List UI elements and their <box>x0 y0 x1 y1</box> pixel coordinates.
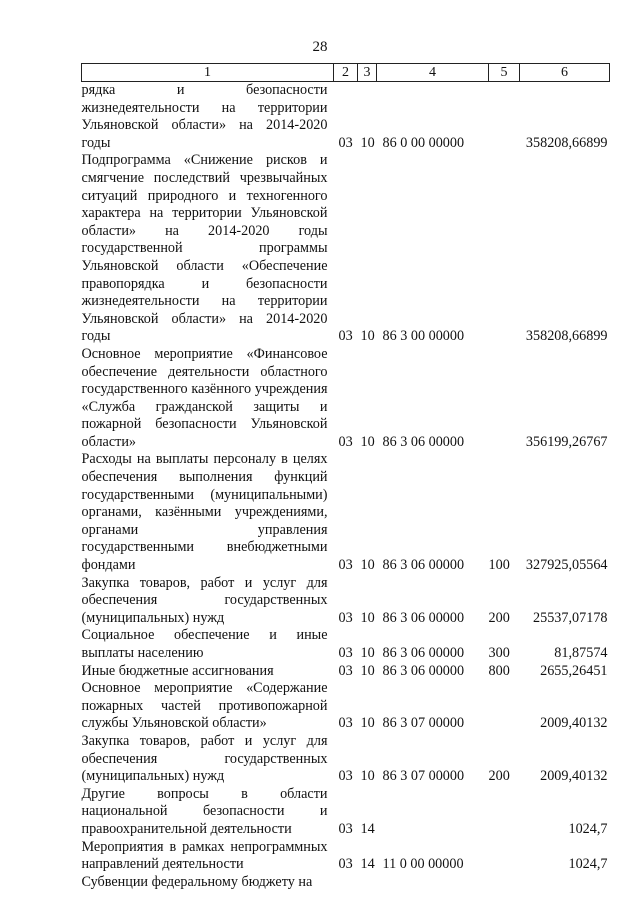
table-row <box>82 627 610 662</box>
column-number-row <box>82 64 610 82</box>
amount: 2009,40132 <box>540 715 608 732</box>
subsection-code: 10 <box>360 662 375 679</box>
column-header: 6 <box>520 64 610 82</box>
section-code: 03 <box>338 328 353 345</box>
table-row <box>82 575 610 628</box>
expense-name: рядка и безопасности жизнедеятельности на территории Ульяновской области» на 2014-2020 годы <box>81 82 328 151</box>
subsection-code: 14 <box>360 820 375 837</box>
subsection-code <box>358 874 377 892</box>
expense-name: Подпрограмма «Снижение рисков и смягчение последствий чрезвычайных ситуаций природного и техногенного характера на территории Ульяновской области» на 2014-2020 годы государственной программы Ульяновской области «Обеспечение правопорядка и безопасности жизнедеятельности на территории Ульяновской области» на 2014-2020 годы <box>81 152 328 345</box>
expense-type-code: 800 <box>488 662 510 679</box>
section-code: 03 <box>338 645 353 661</box>
table-body <box>82 82 610 892</box>
subsection-code: 10 <box>360 645 375 661</box>
table-row <box>82 839 610 874</box>
section-code: 03 <box>338 856 353 873</box>
target-article-code: 86 3 07 00000 <box>382 768 465 785</box>
target-article-code: 86 3 07 00000 <box>382 715 465 732</box>
expense-name: Субвенции федеральному бюджету на <box>81 873 313 890</box>
target-article-code: 11 0 00 00000 <box>382 856 464 873</box>
expense-type-code <box>489 680 520 733</box>
section-code: 03 <box>338 715 353 732</box>
amount <box>520 874 610 892</box>
table-header <box>82 64 610 82</box>
subsection-code: 14 <box>360 856 375 873</box>
target-article-code: 86 3 06 00000 <box>382 662 465 679</box>
amount: 2655,26451 <box>540 662 608 679</box>
table-row <box>82 786 610 839</box>
section-code: 03 <box>338 820 353 837</box>
expense-type-code: 200 <box>488 609 510 626</box>
column-header: 3 <box>358 64 377 82</box>
column-header: 1 <box>82 64 334 82</box>
expense-type-code <box>489 152 520 346</box>
amount: 356199,26767 <box>525 433 608 450</box>
table-row <box>82 152 610 346</box>
page-number: 28 <box>312 39 328 55</box>
expense-type-code <box>489 874 520 892</box>
expense-name: Закупка товаров, работ и услуг для обеспечения государственных (муниципальных) нужд <box>81 732 328 785</box>
expense-type-code <box>489 786 520 839</box>
subsection-code: 10 <box>360 609 375 626</box>
amount: 358208,66899 <box>525 328 608 345</box>
subsection-code: 10 <box>360 715 375 732</box>
table-row <box>82 82 610 153</box>
section-code <box>334 874 358 892</box>
table-row <box>82 346 610 452</box>
target-article-code: 86 3 00 00000 <box>382 328 465 345</box>
subsection-code: 10 <box>360 433 375 450</box>
target-article-code: 86 3 06 00000 <box>382 645 465 661</box>
amount: 25537,07178 <box>533 609 608 626</box>
section-code: 03 <box>338 557 353 574</box>
expense-type-code: 100 <box>488 557 510 574</box>
table-row <box>82 733 610 786</box>
column-header: 4 <box>377 64 489 82</box>
expense-type-code <box>489 346 520 452</box>
column-header: 2 <box>334 64 358 82</box>
table-row <box>82 451 610 574</box>
target-article-code <box>377 786 489 839</box>
amount: 1024,7 <box>568 856 608 873</box>
target-article-code: 86 0 00 00000 <box>382 134 465 151</box>
section-code: 03 <box>338 768 353 785</box>
target-article-code: 86 3 06 00000 <box>382 557 465 574</box>
subsection-code: 10 <box>360 768 375 785</box>
expense-name: Мероприятия в рамках непрограммных направлений деятельности <box>81 838 328 873</box>
expense-name: Социальное обеспечение и иные выплаты населению <box>81 627 328 661</box>
table-row <box>82 663 610 681</box>
expense-type-code: 300 <box>488 645 510 661</box>
subsection-code: 10 <box>360 328 375 345</box>
expense-name: Расходы на выплаты персоналу в целях обеспечения выполнения функций государственными (муниципальными) органами, казёнными учреждениями, органами управления государственными внебюджетными фондами <box>81 451 328 574</box>
amount: 2009,40132 <box>540 768 608 785</box>
expense-type-code <box>489 82 520 153</box>
target-article-code: 86 3 06 00000 <box>382 433 465 450</box>
column-header: 5 <box>489 64 520 82</box>
section-code: 03 <box>338 662 353 679</box>
expense-name: Иные бюджетные ассигнования <box>81 662 274 679</box>
section-code: 03 <box>338 609 353 626</box>
amount: 327925,05564 <box>525 557 608 574</box>
expense-name: Другие вопросы в области национальной безопасности и правоохранительной деятельности <box>81 785 328 837</box>
expense-name: Закупка товаров, работ и услуг для обеспечения государственных (муниципальных) нужд <box>81 574 328 626</box>
budget-table <box>81 63 610 891</box>
expense-type-code: 200 <box>488 768 510 785</box>
subsection-code: 10 <box>360 134 375 151</box>
section-code: 03 <box>338 134 353 151</box>
subsection-code: 10 <box>360 557 375 574</box>
expense-name: Основное мероприятие «Финансовое обеспечение деятельности областного государственного казённого учреждения «Служба гражданской защиты и пожарной безопасности Ульяновской области» <box>81 345 328 450</box>
target-article-code: 86 3 06 00000 <box>382 609 465 626</box>
section-code: 03 <box>338 433 353 450</box>
expense-type-code <box>489 839 520 874</box>
expense-name: Основное мероприятие «Содержание пожарных частей противопожарной службы Ульяновской области» <box>81 680 328 732</box>
amount: 81,87574 <box>554 645 608 661</box>
amount: 1024,7 <box>568 820 608 837</box>
table-row <box>82 680 610 733</box>
amount: 358208,66899 <box>525 134 608 151</box>
target-article-code <box>377 874 489 892</box>
table-row <box>82 874 610 892</box>
